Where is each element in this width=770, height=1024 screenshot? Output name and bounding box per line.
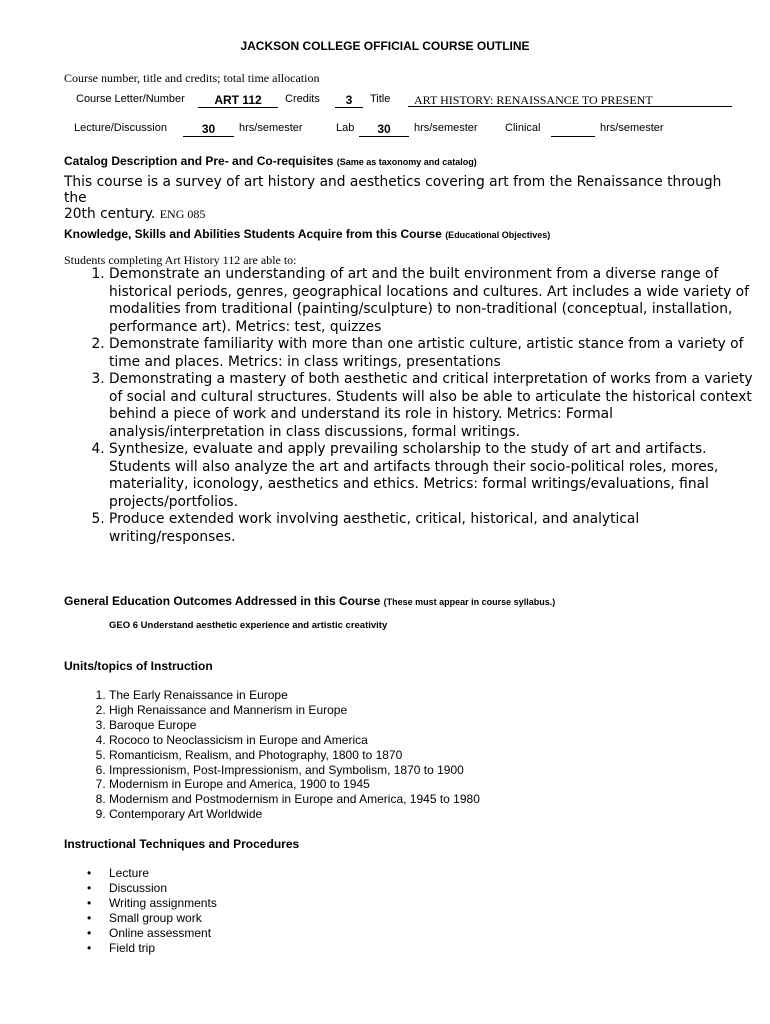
unit-item: 5. Romanticism, Realism, and Photography, 1800 to 1870 <box>109 748 480 763</box>
course-title-field[interactable]: ART HISTORY: RENAISSANCE TO PRESENT <box>408 93 732 107</box>
technique-item: • Field trip <box>109 941 217 956</box>
technique-item: • Small group work <box>109 911 217 926</box>
clinical-hrs-label: hrs/semester <box>600 122 664 134</box>
unit-item: 9. Contemporary Art Worldwide <box>109 807 480 822</box>
technique-item: • Discussion <box>109 881 217 896</box>
techniques-heading: Instructional Techniques and Procedures <box>64 837 300 851</box>
objective-item: 4. Synthesize, evaluate and apply prevailing scholarship to the study of art and artifacts. Students will also analyze the art and artifacts through their socio-political roles, mores, materiality, iconology, aesthetics and ethics. Metrics: formal writings/evaluations, final projects/portfolios. <box>109 441 759 511</box>
units-heading: Units/topics of Instruction <box>64 659 213 673</box>
knowledge-heading <box>64 227 550 241</box>
objectives-list <box>64 266 759 546</box>
course-letter-field[interactable]: ART 112 <box>198 93 278 108</box>
credits-label: Credits <box>285 93 320 105</box>
technique-item: • Online assessment <box>109 926 217 941</box>
objective-item: 3. Demonstrating a mastery of both aesthetic and critical interpretation of works from a variety of social and cultural structures. Students will also be able to articulate the historical context behind a piece of work and understand its role in history. Metrics: Formal analysis/interpretation in class discussions, formal writings. <box>109 371 759 441</box>
clinical-hours-field[interactable] <box>551 122 595 137</box>
techniques-list <box>64 866 217 955</box>
title-label: Title <box>370 93 391 105</box>
gen-ed-outcome: GEO 6 Understand aesthetic experience and artistic creativity <box>109 620 388 631</box>
course-letter-label: Course Letter/Number <box>76 93 185 105</box>
course-info-intro: Course number, title and credits; total time allocation <box>64 71 320 85</box>
knowledge-heading-text: Knowledge, Skills and Abilities Students Acquire from this Course <box>64 227 442 241</box>
unit-item: 1. The Early Renaissance in Europe <box>109 688 480 703</box>
lecture-hrs-label: hrs/semester <box>239 122 303 134</box>
unit-item: 4. Rococo to Neoclassicism in Europe and America <box>109 733 480 748</box>
lecture-hours-field[interactable]: 30 <box>183 122 234 137</box>
objective-item: 5. Produce extended work involving aesthetic, critical, historical, and analytical writing/responses. <box>109 511 759 546</box>
unit-item: 6. Impressionism, Post-Impressionism, and Symbolism, 1870 to 1900 <box>109 763 480 778</box>
catalog-body-end: 20th century. <box>64 206 156 222</box>
credits-field[interactable]: 3 <box>335 93 363 108</box>
unit-item: 2. High Renaissance and Mannerism in Europe <box>109 703 480 718</box>
gen-ed-heading <box>64 594 555 608</box>
lab-hours-field[interactable]: 30 <box>359 122 409 137</box>
gen-ed-heading-note: (These must appear in course syllabus.) <box>383 597 556 607</box>
unit-item: 8. Modernism and Postmodernism in Europe and America, 1945 to 1980 <box>109 792 480 807</box>
catalog-heading-note: (Same as taxonomy and catalog) <box>336 157 477 167</box>
technique-item: • Lecture <box>109 866 217 881</box>
unit-item: 3. Baroque Europe <box>109 718 480 733</box>
page-title: JACKSON COLLEGE OFFICIAL COURSE OUTLINE <box>240 39 530 53</box>
catalog-line-2 <box>64 206 744 222</box>
lecture-label: Lecture/Discussion <box>74 122 167 134</box>
units-list <box>64 688 480 822</box>
catalog-heading-text: Catalog Description and Pre- and Co-requisites <box>64 154 334 168</box>
objective-item: 1. Demonstrate an understanding of art and the built environment from a diverse range of historical periods, genres, geographical locations and cultures. Art includes a wide variety of modalities from traditional (painting/sculpture) to non-traditional (conceptual, installation, performance art). Metrics: test, quizzes <box>109 266 759 336</box>
catalog-description <box>64 174 744 222</box>
technique-item: • Writing assignments <box>109 896 217 911</box>
catalog-heading <box>64 154 477 168</box>
lab-hrs-label: hrs/semester <box>414 122 478 134</box>
catalog-line-1: This course is a survey of art history and aesthetics covering art from the Renaissance through the <box>64 174 722 206</box>
catalog-prereq: ENG 085 <box>159 207 206 221</box>
objective-item: 2. Demonstrate familiarity with more than one artistic culture, artistic stance from a variety of time and places. Metrics: in class writings, presentations <box>109 336 759 371</box>
unit-item: 7. Modernism in Europe and America, 1900 to 1945 <box>109 777 480 792</box>
lab-label: Lab <box>336 122 355 134</box>
knowledge-heading-note: (Educational Objectives) <box>445 230 551 240</box>
gen-ed-heading-text: General Education Outcomes Addressed in this Course <box>64 594 381 608</box>
clinical-label: Clinical <box>505 122 541 134</box>
knowledge-intro: Students completing Art History 112 are able to: <box>64 253 297 267</box>
